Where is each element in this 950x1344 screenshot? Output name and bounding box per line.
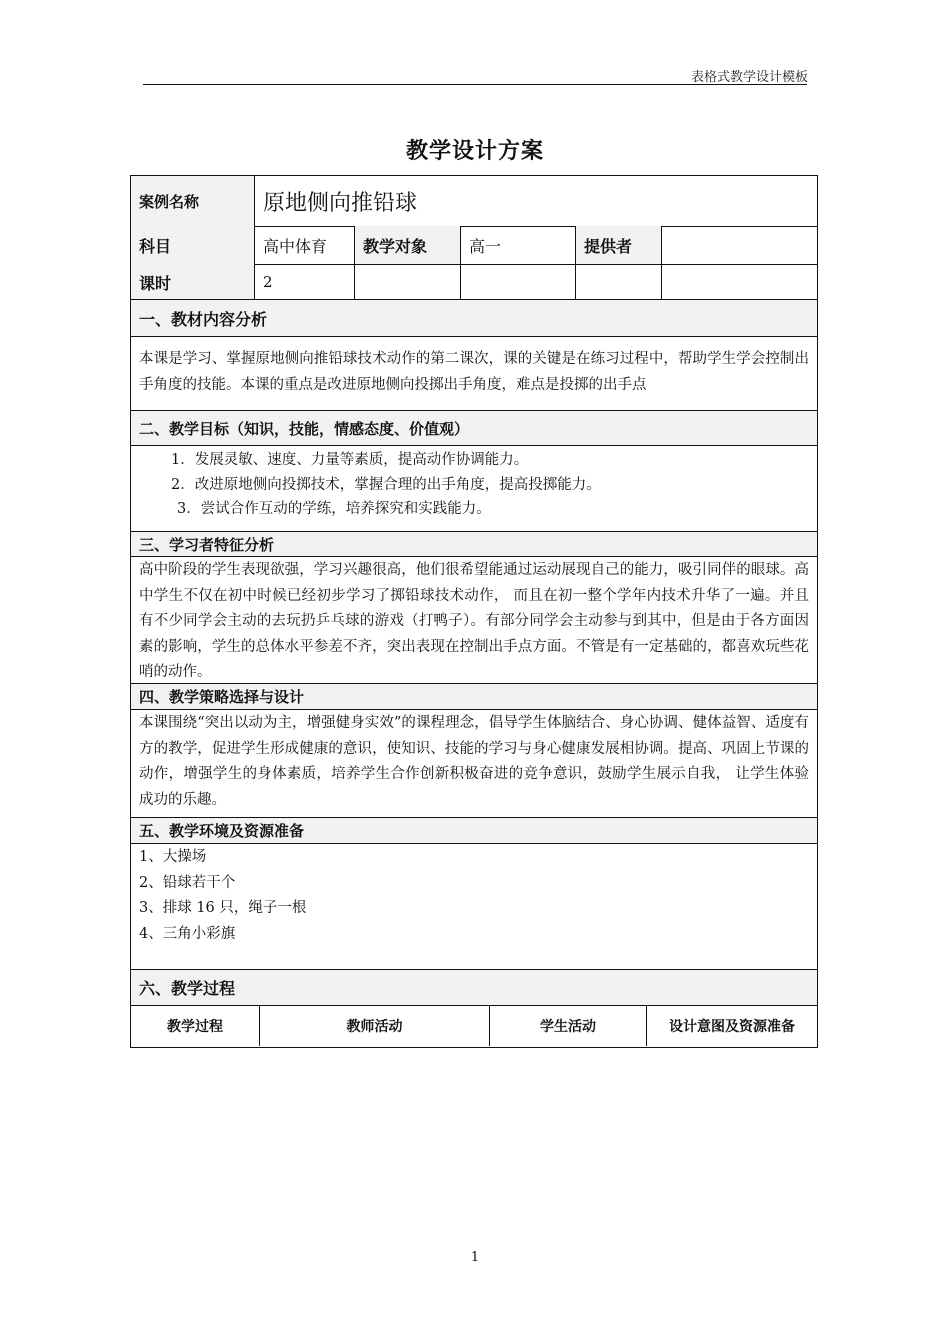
info-row-case: [131, 176, 817, 227]
hours-empty-2: [461, 264, 576, 300]
provider-value: [662, 226, 817, 264]
subject-value: 高中体育: [255, 226, 355, 264]
document-title: 教学设计方案: [405, 139, 544, 164]
hours-empty-3: [576, 264, 662, 300]
process-col-stage: 教学过程: [131, 1006, 260, 1046]
process-table: [130, 1005, 818, 1048]
goal-item: 1．发展灵敏、速度、力量等素质，提高动作协调能力。: [171, 452, 529, 468]
section-1-title: 一、教材内容分析: [131, 300, 817, 337]
info-row-hours: [131, 264, 817, 300]
provider-label: 提供者: [576, 226, 662, 264]
section-3-body: 高中阶段的学生表现欲强，学习兴趣很高，他们很希望能通过运动展现自己的能力，吸引同伴的眼球。高中学生不仅在初中时候已经初步学习了掷铅球技术动作， 而且在初一整个学年内技术升华了一遍。并且有不少同学会主动的去玩扔乒乓球的游戏（打鸭子）。有部分同学会主动参与到其中，但是由于各方面因素的影响，学生的总体水平参差不齐，突出表现在控制出手点方面。不管是有一定基础的，都喜欢玩些花哨的动作。: [131, 557, 817, 684]
hours-empty-1: [355, 264, 461, 300]
section-2-title: 二、教学目标（知识，技能，情感态度、价值观）: [131, 411, 817, 446]
case-label: 案例名称: [131, 176, 255, 226]
hours-label: 课时: [131, 264, 255, 300]
section-5-body: [131, 844, 817, 970]
section-1-body: 本课是学习、掌握原地侧向推铅球技术动作的第二课次，课的关键是在练习过程中，帮助学生学会控制出手角度的技能。本课的重点是改进原地侧向投掷出手角度，难点是投掷的出手点: [131, 337, 817, 411]
process-col-student: 学生活动: [490, 1006, 647, 1046]
hours-empty-4: [662, 264, 817, 300]
section-2-body: [131, 446, 817, 532]
section-6-title: 六、教学过程: [131, 970, 817, 1005]
process-col-intent: 设计意图及资源准备: [669, 1019, 795, 1035]
section-4-title: 四、教学策略选择与设计: [131, 684, 817, 710]
process-header-row: [131, 1006, 817, 1047]
header-rule: [143, 84, 807, 85]
page-number: 1: [470, 1250, 480, 1265]
sections-table: [130, 299, 818, 1005]
page-header-text: 表格式教学设计模板: [690, 70, 808, 85]
info-row-subject: [131, 226, 817, 265]
process-col-teacher: 教师活动: [260, 1006, 490, 1046]
case-value: 原地侧向推铅球: [263, 190, 418, 216]
goal-item: 3．尝试合作互动的学练，培养探究和实践能力。: [177, 501, 491, 517]
subject-label: 科目: [131, 226, 255, 264]
section-4-body: 本课围绕“突出以动为主，增强健身实效”的课程理念，倡导学生体脑结合、身心协调、健体益智、适度有方的教学，促进学生形成健康的意识，使知识、技能的学习与身心健康发展相协调。提高、巩固上节课的动作，增强学生的身体素质，培养学生合作创新积极奋进的竞争意识，鼓励学生展示自我， 让学生体验成功的乐趣。: [131, 710, 817, 818]
section-3-title: 三、学习者特征分析: [131, 532, 817, 557]
resource-item: 4、三角小彩旗: [139, 925, 236, 942]
goal-item: 2．改进原地侧向投掷技术，掌握合理的出手角度，提高投掷能力。: [171, 476, 601, 493]
resource-item: 2、铅球若干个: [139, 874, 236, 891]
section-5-title: 五、教学环境及资源准备: [131, 818, 817, 844]
audience-label: 教学对象: [355, 226, 461, 264]
resource-item: 3、排球 16 只，绳子一根: [139, 900, 307, 916]
hours-value: 2: [255, 264, 355, 300]
info-table: [130, 175, 818, 300]
resource-item: 1、大操场: [139, 849, 207, 865]
audience-value: 高一: [461, 226, 576, 264]
